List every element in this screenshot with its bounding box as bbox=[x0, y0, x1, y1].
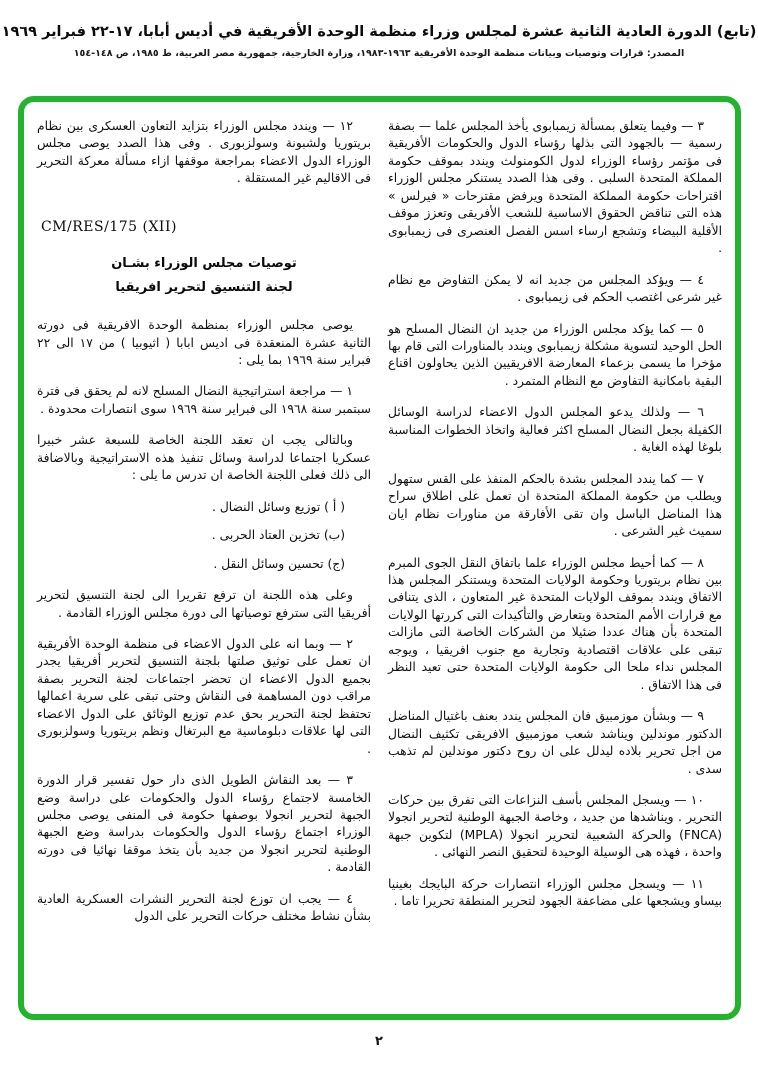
session-title: (تابع) الدورة العادية الثانية عشرة لمجلس وزراء منظمة الوحدة الأفريقية في أديس أبابا، ١٧-٢٢ فبراير ١٩٦٩ bbox=[1, 24, 757, 40]
green-border-box bbox=[18, 96, 741, 1020]
study-item-a: ( أ ) توزيع وسائل النضال . bbox=[212, 499, 345, 514]
paragraph-6: ٦ — ولذلك يدعو المجلس الدول الاعضاء لدراسة الوسائل الكفيلة بجعل النضال المسلح اكثر فعالية واتخاذ الخطوات المناسبة بلوغا لهذه الغاية . bbox=[388, 405, 722, 455]
paragraph-9: ٩ — وبشأن موزمبيق فان المجلس يندد بعنف باغتيال المناضل الدكتور موندلين ويناشد شعب موزمبيق الافريقى تكثيف النضال من اجل تحرير بلاده ليدلل على ان روح دكتور موندلين لم تذهب سدى . bbox=[388, 709, 722, 776]
item-1: ١ — مراجعة استراتيجية النضال المسلح لانه لم يحقق فى فترة سبتمبر سنة ١٩٦٨ الى فبراير سنة ١٩٦٩ سوى انتصارات محدودة . bbox=[37, 384, 371, 416]
resolution-code: CM/RES/175 (XII) bbox=[41, 218, 177, 235]
report-paragraph: وعلى هذه اللجنة ان ترفع تقريرا الى لجنة التنسيق لتحرير أفريقيا التى سترفع توصياتها الى دورة مجلس الوزراء القادمة . bbox=[37, 588, 371, 620]
paragraph-7: ٧ — كما يندد المجلس بشدة بالحكم المنفذ على القس ستهول ويطلب من حكومة المملكة المتحدة ان تعمل على اطلاق سراح هذا المناضل الباسل وان تقى الأفارقة من مناورات نظام ايان سميث غير الشرعى . bbox=[388, 471, 722, 539]
study-list bbox=[37, 499, 345, 573]
left-column bbox=[37, 118, 371, 1004]
paragraph-12: ١٢ — ويندد مجلس الوزراء بتزايد التعاون العسكرى بين نظام بريتوريا ولشبونة وسولزبورى . وفى هذا الصدد يوصى مجلس الوزراء الدول الاعضاء بمراجعة موقفها ازاء مسألة معركة التحرير فى الاقاليم غير المستقلة . bbox=[37, 119, 371, 186]
item-4: ٤ — يجب ان توزع لجنة التحرير النشرات العسكرية العادية بشأن نشاط مختلف حركات التحرير على الدول bbox=[37, 891, 371, 924]
paragraph-10: ١٠ — ويسجل المجلس بأسف النزاعات التى تفرق بين حركات التحرير . ويناشدها من جديد ، وخاصة الجبهة الوطنية لتحرير انجولا (FNCA) والحركة الشعبية لتحرير انجولا (MPLA) لتكوين جبهة واحدة ، فهذه هى الوسيلة الوحيدة لتحقيق النصر النهائى . bbox=[388, 792, 722, 860]
intro-paragraph: يوصى مجلس الوزراء بمنظمة الوحدة الافريقية فى دورته الثانية عشرة المنعقدة فى اديس ابابا ( اثيوبيا ) من ١٧ الى ٢٢ فبراير سنة ١٩٦٩ بما يلى : bbox=[37, 318, 371, 367]
paragraph-3: ٣ — وفيما يتعلق بمسألة زيمبابوى يأخذ المجلس علما — بصفة رسمية — بالجهود التى بذلها رؤساء الدول والحكومات الأفريقية فى مؤتمر رؤساء الوزراء لدول الكومنولث ويندد بموقف حكومة المملكة المتحدة السلبى . وفى هذا الصدد يستنكر مجلس الوزراء اقتراحات حكومة المملكة المتحدة ويرفض مقترحات « فيرلس » هذه التى تناقض الحقوق الاساسية للشعب الأفريقى وتعزز موقف الأقلية البيضاء وتشجع ارساء اسس الفصل العنصرى فى زيمبابوى . bbox=[388, 119, 722, 256]
two-column-layout bbox=[37, 118, 722, 1004]
page-header bbox=[0, 0, 758, 59]
page-number: ٢ bbox=[375, 1034, 383, 1049]
study-item-b: (ب) تخزين العتاد الحربى . bbox=[211, 528, 345, 543]
item-2: ٢ — وبما انه على الدول الاعضاء فى منظمة الوحدة الأفريقية ان تعمل على توثيق صلتها بلجنة التنسيق لتحرير أفريقيا يجدر بجميع الدول الاعضاء ان تحضر اجتماعات لجنة التحرير بصفة مراقب دون المساهمة فى النقاش وحتى تبقى على سرية اعمالها تحتفظ لجنة التحرير بحق عدم توزيع الوثائق على الدول الاعضاء التى لها علاقات دبلوماسية مع البرتغال ونظم بريتوريا وسولزبورى . bbox=[37, 636, 371, 756]
paragraph-4: ٤ — ويؤكد المجلس من جديد انه لا يمكن التفاوض مع نظام غير شرعى اغتصب الحكم فى زيمبابوى . bbox=[388, 272, 722, 305]
paragraph-11: ١١ — ويسجل مجلس الوزراء انتصارات حركة البايجك بغينيا بيساو ويشجعها على مضاعفة الجهود لتحرير المنطقة تحريرا تاما . bbox=[388, 876, 722, 909]
item-3: ٣ — بعد النقاش الطويل الذى دار حول تفسير قرار الدورة الخامسة لاجتماع رؤساء الدول والحكومات على دراسة وضع الجبهة لتحرير انجولا بوصفها حكومة فى المنفى يوصى مجلس الوزراء اجتماع رؤساء الدول والحكومات بدراسة وضع الجبهة الوطنية لتحرير انجولا من جديد بأن يتخذ موقفا نهائيا فى دورته القادمة . bbox=[37, 773, 371, 875]
study-item-c: (ج) تحسين وسائل النقل . bbox=[213, 556, 345, 571]
heading-line-1: توصيات مجلس الوزراء بشـان bbox=[111, 255, 297, 271]
right-column bbox=[388, 118, 722, 1004]
recommendations-heading bbox=[37, 252, 371, 301]
paragraph-8: ٨ — كما أحيط مجلس الوزراء علما باتفاق النقل الجوى المبرم بين نظام بريتوريا وحكومة الولايات المتحدة ويستنكر المجلس هذا الاتفاق ويندد بموقف الولايات المتحدة غير المتعاون ، الذى يتنافى مع قرارات الأمم المتحدة ويتعارض والتأكيدات التى كررتها الولايات المتحدة بأن هناك عددا ضئيلا من الشركات الخاصة التى مازالت تبقى على علاقات اقتصادية وتجارية مع جنوب افريقيا ، ويوجه المجلس نداء ملحا الى حكومة الولايات المتحدة حتى تعيد النظر فى هذا الاتفاق . bbox=[388, 555, 722, 692]
heading-line-2: لجنة التنسيق لتحرير افريقيا bbox=[115, 280, 293, 296]
paragraph-5: ٥ — كما يؤكد مجلس الوزراء من جديد ان النضال المسلح هو الحل الوحيد لتسوية مشكلة زيمبابوى ويندد بالمناورات التى قام بها مؤخرا ما يسمى بزعماء المعارضة الافريقيين الذين يحاولون اقناع البقية بامكانية التفاوض مع النظام المتمرد . bbox=[388, 321, 722, 388]
committee-paragraph: وبالتالى يجب ان تعقد اللجنة الخاصة للسبعة عشر خبيرا عسكريا اجتماعا لدراسة وسائل تنفيذ هذه الاستراتيجية وبالاضافة الى ذلك فعلى اللجنة الخاصة ان تدرس ما يلى : bbox=[37, 433, 371, 483]
source-citation: المصدر: قرارات وتوصيات وبيانات منظمة الوحدة الأفريقية ١٩٦٣-١٩٨٣، وزارة الخارجية، جمهورية مصر العربية، ط ١٩٨٥، ص ١٤٨-١٥٤ bbox=[73, 48, 685, 59]
